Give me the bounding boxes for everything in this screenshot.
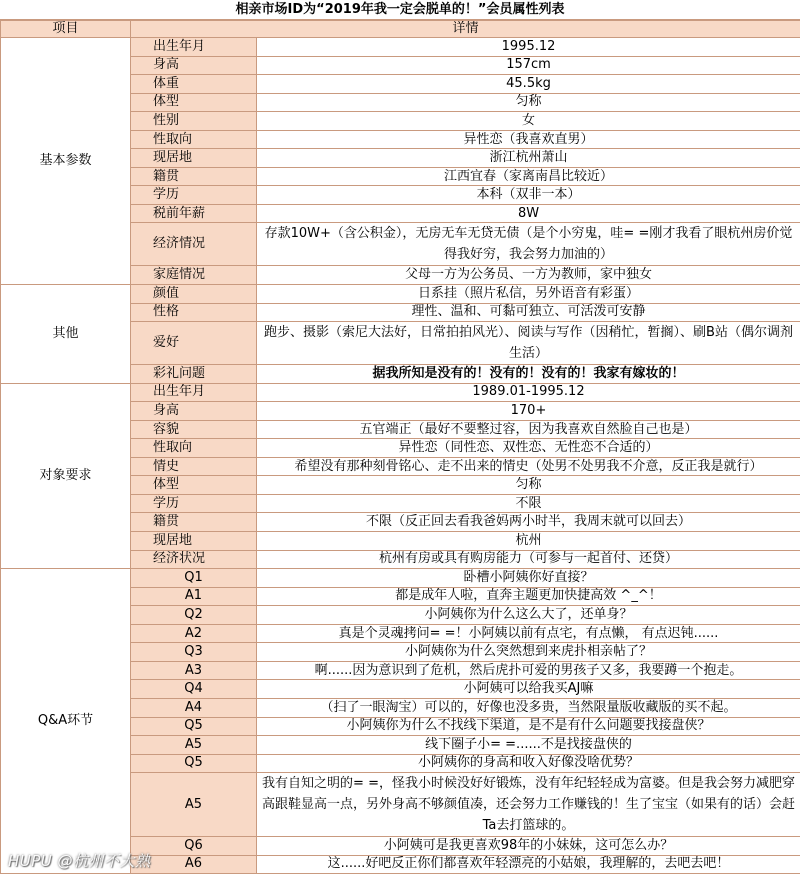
item-value: 真是个灵魂拷问= =！小阿姨以前有点宅，有点懒， 有点迟钝......	[257, 624, 800, 643]
category-cell: 对象要求	[1, 383, 131, 568]
item-key: 容貌	[131, 420, 257, 439]
item-value: 8W	[257, 204, 800, 223]
item-value: 1989.01-1995.12	[257, 383, 800, 402]
item-key: 出生年月	[131, 38, 257, 57]
item-key: 学历	[131, 494, 257, 513]
table-row	[1, 569, 800, 588]
table-row	[1, 285, 800, 304]
item-value: 据我所知是没有的！没有的！没有的！我家有嫁妆的！	[257, 365, 800, 384]
item-key: Q3	[131, 643, 257, 662]
item-key: 体型	[131, 93, 257, 112]
item-value: 157cm	[257, 56, 800, 75]
item-value: 都是成年人啦，直奔主题更加快捷高效 ^_^！	[257, 587, 800, 606]
header-detail: 详情	[131, 21, 800, 38]
category-cell: 基本参数	[1, 38, 131, 285]
item-key: A3	[131, 661, 257, 680]
category-cell: Q&A环节	[1, 569, 131, 874]
table-row	[1, 383, 800, 402]
table-row	[1, 38, 800, 57]
item-key: 性格	[131, 303, 257, 322]
item-key: 爱好	[131, 322, 257, 365]
item-value: 170+	[257, 402, 800, 421]
item-value: 匀称	[257, 476, 800, 495]
item-value: 啊......因为意识到了危机，然后虎扑可爱的男孩子又多，我要蹲一个抱走。	[257, 661, 800, 680]
item-value: 小阿姨可以给我买AJ嘛	[257, 680, 800, 699]
item-key: Q2	[131, 606, 257, 625]
item-key: A5	[131, 736, 257, 755]
item-key: 情史	[131, 457, 257, 476]
item-key: 籍贯	[131, 167, 257, 186]
item-value: 这......好吧反正你们都喜欢年轻漂亮的小姑娘，我理解的，去吧去吧！	[257, 855, 800, 874]
watermark: HUPU @杭州不大熟	[8, 852, 151, 870]
item-key: A5	[131, 773, 257, 837]
item-value: 存款10W+（含公积金），无房无车无贷无债（是个小穷鬼，哇= =刚才我看了眼杭州房价觉得我好穷，我会努力加油的）	[257, 223, 800, 266]
item-key: Q6	[131, 837, 257, 856]
item-key: 彩礼问题	[131, 365, 257, 384]
item-value: 理性、温和、可黏可独立、可活泼可安静	[257, 303, 800, 322]
item-value: 杭州	[257, 532, 800, 551]
item-key: 性取向	[131, 130, 257, 149]
item-value: 本科（双非一本）	[257, 186, 800, 205]
item-value: 我有自知之明的= =，怪我小时候没好好锻炼，没有年纪轻轻成为富婆。但是我会努力减肥穿高跟鞋显高一点，另外身高不够颜值凑，还会努力工作赚钱的！生了宝宝（如果有的话）会赶Ta去打篮球的。	[257, 773, 800, 837]
item-key: 经济情况	[131, 223, 257, 266]
item-value: 小阿姨你为什么突然想到来虎扑相亲帖了？	[257, 643, 800, 662]
item-key: 经济状况	[131, 550, 257, 569]
item-key: 体型	[131, 476, 257, 495]
item-value: 不限	[257, 494, 800, 513]
item-key: A4	[131, 698, 257, 717]
item-value: 线下圈子小= =......不是找接盘侠的	[257, 736, 800, 755]
item-value: 女	[257, 112, 800, 131]
item-key: 性别	[131, 112, 257, 131]
item-value: 父母一方为公务员、一方为教师，家中独女	[257, 266, 800, 285]
item-value: 五官端正（最好不要整过容，因为我喜欢自然脸自己也是）	[257, 420, 800, 439]
item-key: A2	[131, 624, 257, 643]
item-key: 身高	[131, 56, 257, 75]
item-key: 颜值	[131, 285, 257, 304]
item-key: 家庭情况	[131, 266, 257, 285]
item-value: 匀称	[257, 93, 800, 112]
item-value: 不限（反正回去看我爸妈两小时半，我周末就可以回去）	[257, 513, 800, 532]
item-key: 税前年薪	[131, 204, 257, 223]
item-key: A1	[131, 587, 257, 606]
item-value: 希望没有那种刻骨铭心、走不出来的情史（处男不处男我不介意，反正我是就行）	[257, 457, 800, 476]
category-cell: 其他	[1, 285, 131, 384]
item-key: 现居地	[131, 532, 257, 551]
item-value: 小阿姨你的身高和收入好像没啥优势？	[257, 754, 800, 773]
header-item: 项目	[1, 21, 131, 38]
item-key: 身高	[131, 402, 257, 421]
item-value: 45.5kg	[257, 75, 800, 94]
item-key: A6	[131, 855, 257, 874]
item-value: 浙江杭州萧山	[257, 149, 800, 168]
header-row	[1, 21, 800, 38]
item-key: 体重	[131, 75, 257, 94]
item-key: Q1	[131, 569, 257, 588]
item-key: Q5	[131, 717, 257, 736]
item-key: 现居地	[131, 149, 257, 168]
item-value: 小阿姨可是我更喜欢98年的小妹妹，这可怎么办？	[257, 837, 800, 856]
item-key: 籍贯	[131, 513, 257, 532]
item-key: Q5	[131, 754, 257, 773]
item-value: 异性恋（同性恋、双性恋、无性恋不合适的）	[257, 439, 800, 458]
item-value: 1995.12	[257, 38, 800, 57]
item-value: 江西宜春（家离南昌比较近）	[257, 167, 800, 186]
item-value: 小阿姨你为什么这么大了，还单身？	[257, 606, 800, 625]
item-key: 出生年月	[131, 383, 257, 402]
item-value: 杭州有房或具有购房能力（可参与一起首付、还贷）	[257, 550, 800, 569]
item-value: 日系挂（照片私信，另外语音有彩蛋）	[257, 285, 800, 304]
item-value: 小阿姨你为什么不找线下渠道，是不是有什么问题要找接盘侠？	[257, 717, 800, 736]
item-value: 卧槽小阿姨你好直接？	[257, 569, 800, 588]
item-key: Q4	[131, 680, 257, 699]
attribute-table	[0, 20, 800, 874]
item-value: 异性恋（我喜欢直男）	[257, 130, 800, 149]
item-value: 跑步、摄影（索尼大法好，日常拍拍风光）、阅读与写作（因稍忙，暂搁）、刷B站（偶尔调剂生活）	[257, 322, 800, 365]
item-key: 学历	[131, 186, 257, 205]
sheet-title: 相亲市场ID为“2019年我一定会脱单的！”会员属性列表	[0, 0, 800, 20]
item-key: 性取向	[131, 439, 257, 458]
item-value: （扫了一眼淘宝）可以的，好像也没多贵，当然限量版收藏版的买不起。	[257, 698, 800, 717]
